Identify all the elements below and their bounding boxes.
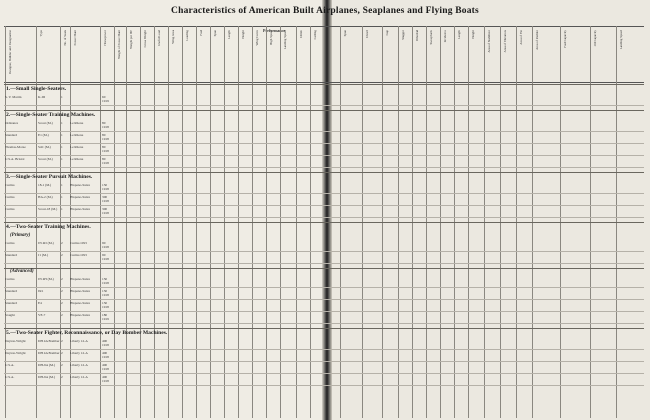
cell-engine: Hispano-Suiza xyxy=(70,289,90,293)
cell-name: Curtiss xyxy=(5,195,15,199)
cell-hp: 80 xyxy=(102,133,106,137)
cell-year: 1918 xyxy=(102,125,109,129)
column-header: Area of Fin xyxy=(519,30,523,45)
cell-seats: 2 xyxy=(61,351,63,355)
cell-year: 1918 xyxy=(102,281,109,285)
column-header: Power Plant xyxy=(73,30,77,46)
cell-engine: Hispano-Suiza xyxy=(70,195,90,199)
cell-seats: 1 xyxy=(61,183,63,187)
table-row xyxy=(4,374,644,385)
cell-name: Standard xyxy=(5,253,18,257)
cell-seats: 1 xyxy=(61,145,63,149)
cell-engine: Curtiss OX5 xyxy=(70,253,88,257)
section-rule xyxy=(4,110,644,111)
cell-hp: 150 xyxy=(102,277,108,281)
row-rule xyxy=(4,217,644,218)
cell-hp: 80 xyxy=(102,121,106,125)
cell-name: Standard xyxy=(5,133,18,137)
column-header: Wing Area xyxy=(171,30,175,44)
page-title: Characteristics of American Built Airplanes, Seaplanes and Flying Boats xyxy=(171,6,479,16)
column-header: Stagger xyxy=(401,30,405,40)
cell-hp: 150 xyxy=(102,183,108,187)
table-row xyxy=(4,300,644,311)
cell-type: Scout (M.) xyxy=(38,121,53,125)
table-row xyxy=(4,132,644,143)
cell-engine: Curtiss OX5 xyxy=(70,241,88,245)
cell-year: 1918 xyxy=(102,161,109,165)
cell-year: 1918 xyxy=(102,305,109,309)
column-header: Span xyxy=(343,30,347,37)
section-rule xyxy=(4,172,644,173)
row-rule xyxy=(4,105,644,106)
cell-seats: 1 xyxy=(61,133,63,137)
row-rule xyxy=(4,385,644,386)
table-row xyxy=(4,362,644,373)
cell-seats: 2 xyxy=(61,301,63,305)
cell-year: 1919 xyxy=(102,317,109,321)
cell-type: K-III xyxy=(38,95,45,99)
cell-type: DH 4A Bomber xyxy=(38,339,60,343)
cell-type: DH 4A Bomber xyxy=(38,351,60,355)
column-header: Climb xyxy=(299,30,303,38)
row-rule xyxy=(4,167,644,168)
cell-year: 1918 xyxy=(102,343,109,347)
cell-type: JN 4D (M.) xyxy=(38,241,54,245)
section-rule xyxy=(4,328,644,329)
column-header: Fuel Capacity xyxy=(563,30,567,48)
cell-hp: 90 xyxy=(102,253,106,257)
table-row xyxy=(4,350,644,361)
column-header: Oil Capacity xyxy=(593,30,597,47)
section-rule xyxy=(4,222,644,223)
cell-type: Scout (M.) xyxy=(38,157,53,161)
cell-hp: 400 xyxy=(102,375,108,379)
cell-engine: Le Rhone xyxy=(70,157,84,161)
cell-engine: Le Rhone xyxy=(70,133,84,137)
cell-engine: Le Rhone xyxy=(70,121,84,125)
cell-type: S4C (M.) xyxy=(38,145,51,149)
cell-name: U.S.A. xyxy=(5,363,15,367)
cell-name: Curtiss xyxy=(5,241,15,245)
cell-type: JR1 xyxy=(38,289,44,293)
column-header: Type xyxy=(39,30,43,37)
cell-year: 1919 xyxy=(102,99,109,103)
column-header: Area of Stabilizer xyxy=(487,30,491,53)
cell-engine: Liberty 12-A xyxy=(70,363,88,367)
cell-engine: Hispano-Suiza xyxy=(70,313,90,317)
table-row xyxy=(4,94,644,105)
table-row xyxy=(4,338,644,349)
cell-seats: 2 xyxy=(61,375,63,379)
table-row xyxy=(4,240,644,251)
section-heading: 2.—Single-Seater Training Machines. xyxy=(6,112,96,118)
section-heading: 4.—Two-Seater Training Machines. xyxy=(6,224,91,230)
cell-engine: Le Rhone xyxy=(70,145,84,149)
column-header: Chord xyxy=(365,30,369,38)
cell-type: DH-9A (M.) xyxy=(38,375,55,379)
table-row xyxy=(4,182,644,193)
cell-name: Vought xyxy=(5,313,15,317)
column-header: Length xyxy=(457,30,461,40)
table-row xyxy=(4,288,644,299)
column-header: Wing Curve xyxy=(255,30,259,46)
cell-year: 1918 xyxy=(102,379,109,383)
cell-type: 18-1 (M.) xyxy=(38,183,52,187)
cell-seats: 2 xyxy=(61,253,63,257)
performance-header: Performance xyxy=(263,28,286,33)
cell-hp: 400 xyxy=(102,339,108,343)
cell-year: 1918 xyxy=(102,149,109,153)
row-rule xyxy=(4,263,644,264)
cell-seats: 1 xyxy=(61,207,63,211)
table-row xyxy=(4,120,644,131)
cell-engine: Hispano-Suiza xyxy=(70,301,90,305)
cell-engine: Liberty 12-A xyxy=(70,375,88,379)
cell-seats: 1 xyxy=(61,157,63,161)
cell-hp: 300 xyxy=(102,195,108,199)
cell-hp: 400 xyxy=(102,351,108,355)
column-header: Span xyxy=(213,30,217,37)
cell-type: HA-2 (M.) xyxy=(38,195,53,199)
cell-seats: 2 xyxy=(61,289,63,293)
cell-year: 1918 xyxy=(102,137,109,141)
column-header: Useful Load xyxy=(157,30,161,46)
table-row xyxy=(4,156,644,167)
column-header: Fuel xyxy=(199,30,203,36)
cell-year: 1918 xyxy=(102,187,109,191)
cell-name: U.S.A. xyxy=(5,375,15,379)
cell-name: Curtiss xyxy=(5,183,15,187)
cell-year: 1918 xyxy=(102,257,109,261)
column-header: Ceiling xyxy=(313,30,317,40)
table-row xyxy=(4,144,644,155)
cell-seats: 2 xyxy=(61,339,63,343)
column-header: Area of Elevators xyxy=(503,30,507,53)
cell-hp: 80 xyxy=(102,145,106,149)
cell-seats: 1 xyxy=(61,95,63,99)
cell-type: JN 4H (M.) xyxy=(38,277,54,281)
table-row xyxy=(4,252,644,263)
column-header: Gap xyxy=(385,30,389,36)
cell-type: E4 xyxy=(38,301,42,305)
column-header: Height xyxy=(471,30,475,39)
cell-type: VE-7 xyxy=(38,313,46,317)
table-row xyxy=(4,206,644,217)
cell-engine: Liberty 12-A xyxy=(70,351,88,355)
cell-hp: 180 xyxy=(102,313,108,317)
column-header: Gross Weight xyxy=(143,30,147,48)
cell-type: DH-9A (M.) xyxy=(38,363,55,367)
column-header: Designer, Builder and Designation xyxy=(8,30,12,75)
column-header: Area of Rudder xyxy=(535,30,539,50)
cell-seats: 1 xyxy=(61,195,63,199)
cell-name: Standard xyxy=(5,289,18,293)
column-header: Length xyxy=(227,30,231,40)
cell-name: Dayton-Wright xyxy=(5,339,26,343)
cell-name: Thomas-Morse xyxy=(5,145,26,149)
cell-hp: 80 xyxy=(102,157,106,161)
column-header: Weight per HP xyxy=(129,30,133,49)
column-header: Landing Speed xyxy=(619,30,623,50)
cell-hp: 150 xyxy=(102,289,108,293)
column-header: Incidence xyxy=(443,30,447,43)
column-header: Weight of Power Plant xyxy=(117,30,121,59)
cell-year: 1918 xyxy=(102,245,109,249)
cell-name: U.S.A. Bristol xyxy=(5,157,25,161)
column-header: Height xyxy=(241,30,245,39)
cell-seats: 2 xyxy=(61,313,63,317)
section-rule xyxy=(4,268,644,269)
column-header: Dihedral xyxy=(415,30,419,42)
cell-engine: Liberty 12-A xyxy=(70,339,88,343)
cell-year: 1918 xyxy=(102,199,109,203)
column-header: Loading xyxy=(185,30,189,41)
cell-name: Dayton-Wright xyxy=(5,351,26,355)
cell-name: Standard xyxy=(5,301,18,305)
cell-engine: Hispano-Suiza xyxy=(70,183,90,187)
row-rule xyxy=(4,323,644,324)
column-header: Sweepback xyxy=(429,30,433,45)
column-header: Landing Speed xyxy=(283,30,287,50)
table-row xyxy=(4,312,644,323)
cell-engine: Hispano-Suiza xyxy=(70,277,90,281)
section-subheading: (Advanced) xyxy=(10,269,34,274)
cell-type: E1 (M.) xyxy=(38,133,49,137)
cell-seats: 2 xyxy=(61,363,63,367)
column-header: Horsepower xyxy=(103,30,107,46)
cell-hp: 150 xyxy=(102,301,108,305)
cell-year: 1918 xyxy=(102,211,109,215)
cell-name: S. V. Martin xyxy=(5,95,22,99)
cell-seats: 2 xyxy=(61,277,63,281)
cell-seats: 1 xyxy=(61,121,63,125)
column-header: High Speed xyxy=(269,30,273,45)
section-heading: 1.—Small Single-Seaters. xyxy=(6,86,67,92)
cell-year: 1918 xyxy=(102,355,109,359)
column-header: No. of Seats xyxy=(63,30,67,46)
cell-name: Ordnance xyxy=(5,121,19,125)
cell-seats: 2 xyxy=(61,241,63,245)
section-heading: 5.—Two-Seater Fighter, Reconnaissance, or Day Bomber Machines. xyxy=(6,330,168,336)
section-rule xyxy=(4,84,644,85)
cell-hp: 400 xyxy=(102,363,108,367)
section-heading: 3.—Single-Seater Pursuit Machines. xyxy=(6,174,93,180)
cell-name: Curtiss xyxy=(5,207,15,211)
cell-type: J1 (M.) xyxy=(38,253,48,257)
cell-name: Curtiss xyxy=(5,277,15,281)
cell-hp: 90 xyxy=(102,241,106,245)
cell-hp: 300 xyxy=(102,207,108,211)
cell-year: 1918 xyxy=(102,367,109,371)
cell-year: 1918 xyxy=(102,293,109,297)
section-subheading: (Primary) xyxy=(10,233,31,238)
table-row xyxy=(4,276,644,287)
cell-type: Scout-18 (M.) xyxy=(38,207,58,211)
cell-hp: 60 xyxy=(102,95,106,99)
cell-engine: Hispano-Suiza xyxy=(70,207,90,211)
table-row xyxy=(4,194,644,205)
